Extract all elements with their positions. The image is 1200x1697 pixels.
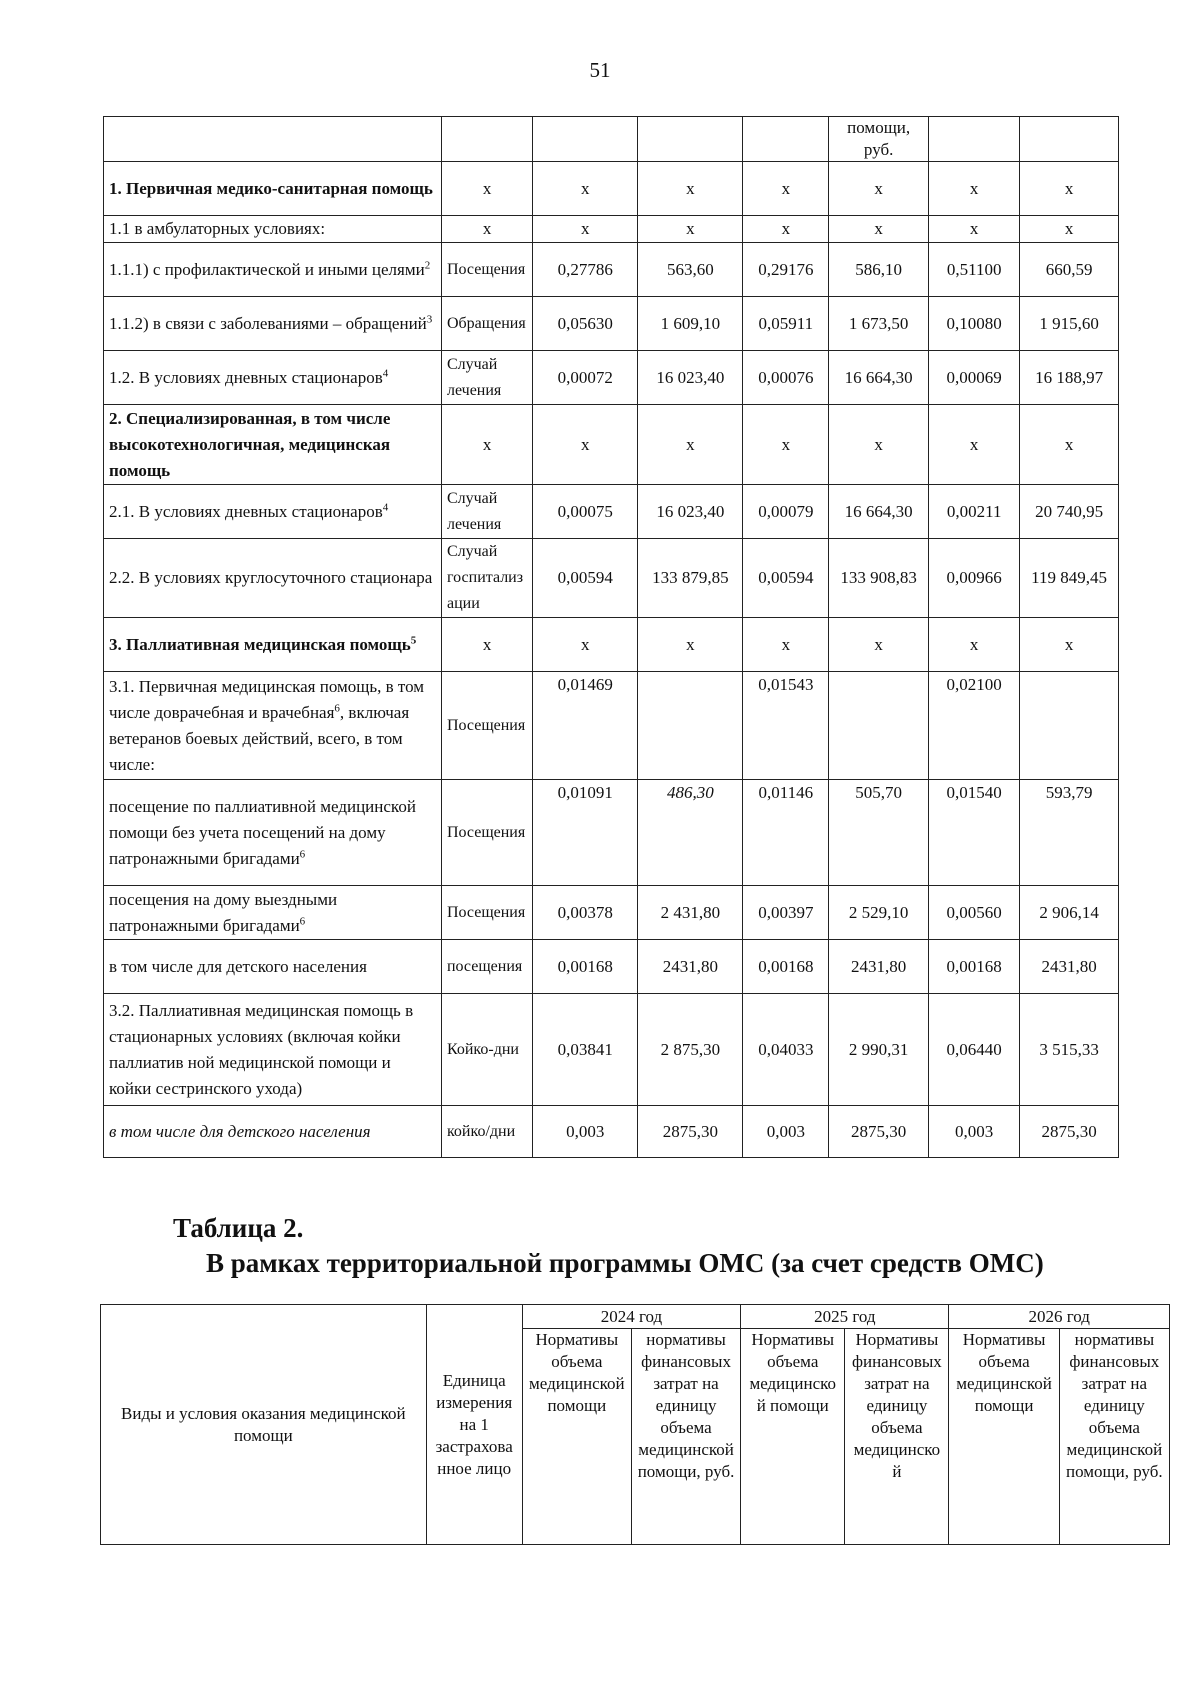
table-row: [104, 297, 1119, 351]
value-cell: х: [638, 405, 743, 485]
value-cell: х: [533, 618, 638, 672]
value-cell: 2 990,31: [829, 994, 929, 1106]
row-unit: Койко-дни: [441, 994, 532, 1106]
value-cell: 2875,30: [829, 1106, 929, 1158]
value-cell: х: [533, 405, 638, 485]
value-cell: 0,00076: [743, 351, 829, 405]
value-cell: х: [929, 162, 1020, 216]
page-number: 51: [589, 58, 611, 82]
value-cell: 133 879,85: [638, 539, 743, 618]
row-name: 1.1 в амбулаторных условиях:: [104, 216, 442, 243]
value-cell: 0,10080: [929, 297, 1020, 351]
sub-header: Нормативы объема медицинской помощи: [741, 1329, 845, 1545]
year-2024: 2024 год: [522, 1305, 740, 1329]
value-cell: 0,00378: [533, 886, 638, 940]
value-cell: 0,06440: [929, 994, 1020, 1106]
value-cell: 16 023,40: [638, 485, 743, 539]
table-2-title: Таблица 2.: [173, 1213, 304, 1243]
row-name: посещения на дому выездными патронажными бригадами$^6$: [104, 886, 442, 940]
value-cell: 2 875,30: [638, 994, 743, 1106]
value-cell: 0,51100: [929, 243, 1020, 297]
value-cell: [638, 672, 743, 780]
value-cell: х: [441, 618, 532, 672]
value-cell: х: [441, 162, 532, 216]
value-cell: 593,79: [1020, 780, 1119, 886]
value-cell: 505,70: [829, 780, 929, 886]
table-row: [104, 405, 1119, 485]
row-name: 1. Первичная медико-санитарная помощь: [104, 162, 442, 216]
value-cell: 0,02100: [929, 672, 1020, 780]
value-cell: х: [743, 162, 829, 216]
value-cell: х: [829, 405, 929, 485]
value-cell: 2 529,10: [829, 886, 929, 940]
value-cell: 2875,30: [638, 1106, 743, 1158]
value-cell: 1 609,10: [638, 297, 743, 351]
value-cell: 486,30: [638, 780, 743, 886]
row-name: 2. Специализированная, в том числе высокотехнологичная, медицинская помощь: [104, 405, 442, 485]
value-cell: 1 673,50: [829, 297, 929, 351]
value-cell: 0,003: [533, 1106, 638, 1158]
value-cell: 0,00211: [929, 485, 1020, 539]
norms-table-1: [103, 116, 1119, 1158]
table-row: [104, 886, 1119, 940]
value-cell: 0,00168: [533, 940, 638, 994]
row-name: 1.1.1) с профилактической и иными целями$^2$: [104, 243, 442, 297]
value-cell: х: [829, 618, 929, 672]
row-unit: Случай лечения: [441, 485, 532, 539]
value-cell: 2431,80: [829, 940, 929, 994]
year-2025: 2025 год: [741, 1305, 949, 1329]
table-2-subtitle: В рамках территориальной программы ОМС (за счет средств ОМС): [206, 1248, 1044, 1278]
value-cell: [829, 672, 929, 780]
table-row: [104, 539, 1119, 618]
value-cell: 0,05911: [743, 297, 829, 351]
value-cell: [1020, 672, 1119, 780]
value-cell: 2431,80: [1020, 940, 1119, 994]
value-cell: 0,29176: [743, 243, 829, 297]
value-cell: 119 849,45: [1020, 539, 1119, 618]
table-row: [104, 243, 1119, 297]
value-cell: 0,05630: [533, 297, 638, 351]
row-unit: Обращения: [441, 297, 532, 351]
value-cell: 0,04033: [743, 994, 829, 1106]
sub-header: нормативы финансовых затрат на единицу объема медицинской помощи, руб.: [631, 1329, 740, 1545]
value-cell: 0,01146: [743, 780, 829, 886]
value-cell: х: [929, 618, 1020, 672]
value-cell: 2875,30: [1020, 1106, 1119, 1158]
value-cell: 660,59: [1020, 243, 1119, 297]
row-name: в том числе для детского населения: [104, 940, 442, 994]
value-cell: 0,00079: [743, 485, 829, 539]
row-unit: х: [441, 216, 532, 243]
sub-header: нормативы финансовых затрат на единицу объема медицинской помощи, руб.: [1059, 1329, 1169, 1545]
value-cell: 2431,80: [638, 940, 743, 994]
value-cell: 0,003: [743, 1106, 829, 1158]
value-cell: х: [533, 216, 638, 243]
row-unit: койко/дни: [441, 1106, 532, 1158]
row-name: 1.2. В условиях дневных стационаров$^4$: [104, 351, 442, 405]
value-cell: 0,03841: [533, 994, 638, 1106]
row-name: посещение по паллиативной медицинской помощи без учета посещений на дому патронажными бригадами$^6$: [104, 780, 442, 886]
value-cell: х: [638, 216, 743, 243]
row-unit: посещения: [441, 940, 532, 994]
value-cell: 0,00397: [743, 886, 829, 940]
value-cell: 16 664,30: [829, 351, 929, 405]
value-cell: 0,01540: [929, 780, 1020, 886]
table-row: [104, 672, 1119, 780]
row-name: 3.1. Первичная медицинская помощь, в том числе доврачебная и врачебная$^6$, включая ветеранов боевых действий, всего, в том числе:: [104, 672, 442, 780]
sub-header: Нормативы объема медицинской помощи: [949, 1329, 1059, 1545]
header-cell: помощи, руб.: [829, 117, 929, 162]
table-row: [104, 216, 1119, 243]
value-cell: 0,00594: [743, 539, 829, 618]
row-unit: Посещения: [441, 672, 532, 780]
value-cell: 0,00168: [929, 940, 1020, 994]
table-row: [104, 940, 1119, 994]
value-cell: 0,00560: [929, 886, 1020, 940]
value-cell: 0,01543: [743, 672, 829, 780]
value-cell: х: [929, 216, 1020, 243]
value-cell: 563,60: [638, 243, 743, 297]
table-row: [104, 485, 1119, 539]
value-cell: х: [743, 405, 829, 485]
value-cell: х: [929, 405, 1020, 485]
value-cell: х: [743, 216, 829, 243]
value-cell: х: [829, 162, 929, 216]
value-cell: х: [1020, 162, 1119, 216]
value-cell: 2 906,14: [1020, 886, 1119, 940]
value-cell: 0,00168: [743, 940, 829, 994]
value-cell: х: [638, 162, 743, 216]
col-header-unit: Единица измерения на 1 застрахованное лицо: [426, 1305, 522, 1545]
sub-header: Нормативы объема медицинской помощи: [522, 1329, 631, 1545]
table-row: [104, 780, 1119, 886]
value-cell: 3 515,33: [1020, 994, 1119, 1106]
value-cell: 0,00966: [929, 539, 1020, 618]
table-row: [104, 994, 1119, 1106]
sub-header: Нормативы финансовых затрат на единицу объема медицинской: [845, 1329, 949, 1545]
value-cell: 0,00594: [533, 539, 638, 618]
table-row: [104, 618, 1119, 672]
row-name: 3. Паллиативная медицинская помощь$^5$: [104, 618, 442, 672]
norms-table-2-header: [100, 1304, 1170, 1545]
table-row: [104, 351, 1119, 405]
value-cell: 0,27786: [533, 243, 638, 297]
table-row: [104, 1106, 1119, 1158]
value-cell: х: [1020, 216, 1119, 243]
row-unit: Посещения: [441, 243, 532, 297]
value-cell: 2 431,80: [638, 886, 743, 940]
value-cell: 0,00072: [533, 351, 638, 405]
col-header-type: Виды и условия оказания медицинской помощи: [101, 1305, 427, 1545]
row-unit: Посещения: [441, 886, 532, 940]
row-unit: Посещения: [441, 780, 532, 886]
value-cell: х: [743, 618, 829, 672]
row-unit: Случай лечения: [441, 351, 532, 405]
value-cell: 133 908,83: [829, 539, 929, 618]
value-cell: 1 915,60: [1020, 297, 1119, 351]
table-header-continuation-row: [104, 117, 1119, 162]
value-cell: 0,00069: [929, 351, 1020, 405]
row-unit: Случай госпитализации: [441, 539, 532, 618]
table-row: [104, 162, 1119, 216]
value-cell: 0,01091: [533, 780, 638, 886]
value-cell: х: [829, 216, 929, 243]
row-name: 2.2. В условиях круглосуточного стационара: [104, 539, 442, 618]
value-cell: 0,003: [929, 1106, 1020, 1158]
value-cell: 20 740,95: [1020, 485, 1119, 539]
value-cell: 16 188,97: [1020, 351, 1119, 405]
value-cell: х: [1020, 618, 1119, 672]
value-cell: 16 023,40: [638, 351, 743, 405]
row-name: 1.1.2) в связи с заболеваниями – обращений$^3$: [104, 297, 442, 351]
value-cell: 0,01469: [533, 672, 638, 780]
year-2026: 2026 год: [949, 1305, 1170, 1329]
value-cell: 586,10: [829, 243, 929, 297]
value-cell: х: [1020, 405, 1119, 485]
value-cell: х: [441, 405, 532, 485]
row-name: в том числе для детского населения: [104, 1106, 442, 1158]
value-cell: х: [638, 618, 743, 672]
value-cell: 16 664,30: [829, 485, 929, 539]
row-name: 3.2. Паллиативная медицинская помощь в стационарных условиях (включая койки паллиатив ной медицинской помощи и койки сестринского ухода): [104, 994, 442, 1106]
row-name: 2.1. В условиях дневных стационаров$^4$: [104, 485, 442, 539]
value-cell: 0,00075: [533, 485, 638, 539]
value-cell: х: [533, 162, 638, 216]
